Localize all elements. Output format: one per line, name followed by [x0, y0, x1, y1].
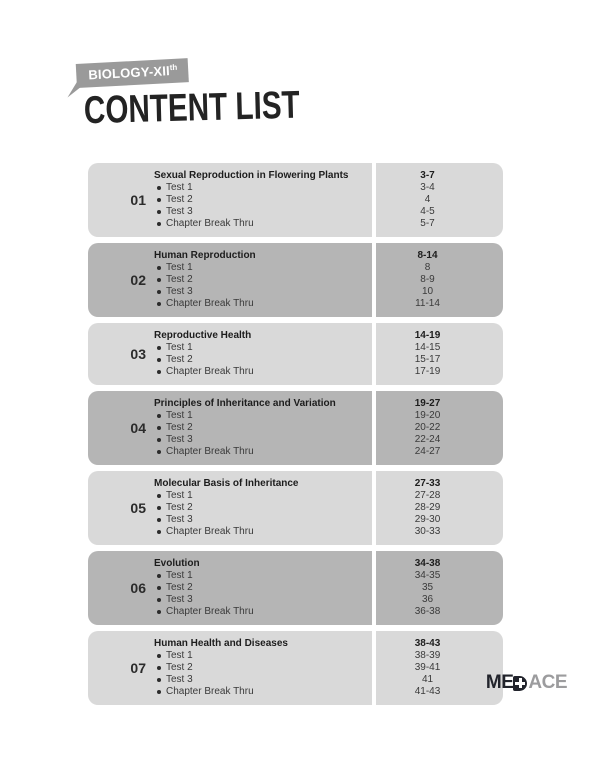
chapter-item-label: Test 2 — [154, 274, 366, 286]
chapter-item-label: Chapter Break Thru — [154, 366, 366, 378]
chapter-item-label: Chapter Break Thru — [154, 298, 366, 310]
chapter-number: 04 — [130, 420, 146, 436]
chapter-number: 01 — [130, 192, 146, 208]
item-page-range: 3-4 — [420, 182, 435, 193]
chapter-item-label: Test 1 — [154, 342, 366, 354]
chapter-content — [152, 248, 372, 312]
chapter-item-label: Test 3 — [154, 434, 366, 446]
chapter-page-range: 34-38 — [414, 558, 441, 569]
chapter-item-label: Test 3 — [154, 286, 366, 298]
chapter-items — [154, 262, 366, 310]
chapter-page-range: 8-14 — [417, 250, 438, 261]
chapter-item-label: Test 2 — [154, 194, 366, 206]
chapter-item-label: Test 1 — [154, 410, 366, 422]
chapter-item-label: Test 1 — [154, 650, 366, 662]
item-page-list — [376, 262, 479, 310]
item-page-range: 15-17 — [414, 354, 441, 365]
chapter-row — [88, 631, 503, 705]
chapter-item-label: Test 1 — [154, 570, 366, 582]
chapter-item-label: Test 2 — [154, 354, 366, 366]
logo-ace-text: ACE — [528, 672, 567, 693]
chapter-items — [154, 342, 366, 378]
item-page-list — [376, 650, 479, 698]
chapter-content — [152, 168, 372, 232]
chapter-pages-cell — [376, 391, 503, 465]
chapter-title: Molecular Basis of Inheritance — [154, 478, 299, 489]
chapter-pages-cell — [376, 323, 503, 385]
chapter-item-label: Test 3 — [154, 594, 366, 606]
subject-badge — [76, 58, 189, 88]
item-page-range: 36 — [421, 594, 434, 605]
chapter-item-label: Test 3 — [154, 514, 366, 526]
chapter-pages-cell — [376, 551, 503, 625]
chapter-item-label: Test 2 — [154, 502, 366, 514]
chapter-main-cell — [88, 391, 372, 465]
item-page-list — [376, 570, 479, 618]
chapter-row — [88, 243, 503, 317]
item-page-range: 41 — [421, 674, 434, 685]
medace-logo — [486, 672, 567, 694]
chapter-item-label: Test 1 — [154, 490, 366, 502]
chapter-pages-cell — [376, 471, 503, 545]
item-page-range: 29-30 — [414, 514, 441, 525]
item-page-range: 8 — [424, 262, 431, 273]
logo-med-text: ME — [485, 672, 514, 693]
item-page-range: 27-28 — [414, 490, 441, 501]
chapter-row — [88, 323, 503, 385]
item-page-range: 24-27 — [414, 446, 441, 457]
item-page-range: 36-38 — [414, 606, 441, 617]
item-page-range: 4-5 — [420, 206, 435, 217]
item-page-range: 19-20 — [414, 410, 441, 421]
item-page-range: 14-15 — [414, 342, 441, 353]
subject-badge-label: BIOLOGY-XII — [87, 63, 171, 83]
item-page-range: 38-39 — [414, 650, 441, 661]
chapter-items — [154, 570, 366, 618]
item-page-range: 11-14 — [415, 298, 440, 309]
chapter-main-cell — [88, 163, 372, 237]
chapter-items — [154, 650, 366, 698]
chapter-number: 05 — [130, 500, 146, 516]
item-page-range: 5-7 — [420, 218, 435, 229]
chapter-item-label: Test 3 — [154, 206, 366, 218]
chapter-number: 07 — [130, 660, 146, 676]
chapter-content — [152, 556, 372, 620]
chapter-main-cell — [88, 323, 372, 385]
page-title: CONTENT LIST — [83, 83, 301, 133]
item-page-range: 41-43 — [414, 686, 441, 697]
item-page-range: 10 — [421, 286, 434, 297]
item-page-list — [376, 490, 479, 538]
chapter-item-label: Test 2 — [154, 422, 366, 434]
chapter-content — [152, 476, 372, 540]
chapter-title: Evolution — [154, 558, 200, 569]
chapter-page-range: 3-7 — [420, 170, 435, 181]
chapter-content — [152, 328, 372, 380]
item-page-range: 4 — [424, 194, 431, 205]
item-page-range: 34-35 — [414, 570, 441, 581]
page-header — [77, 64, 361, 133]
chapter-items — [154, 182, 366, 230]
chapter-item-label: Test 2 — [154, 662, 366, 674]
chapter-items — [154, 410, 366, 458]
chapter-main-cell — [88, 551, 372, 625]
chapter-title: Principles of Inheritance and Variation — [154, 398, 336, 409]
chapter-title: Sexual Reproduction in Flowering Plants — [154, 170, 349, 181]
chapter-content — [152, 636, 372, 700]
chapter-row — [88, 163, 503, 237]
chapter-main-cell — [88, 243, 372, 317]
chapter-item-label: Chapter Break Thru — [154, 218, 366, 230]
chapter-number: 03 — [130, 346, 146, 362]
chapter-row — [88, 471, 503, 545]
item-page-range: 39-41 — [414, 662, 441, 673]
chapter-items — [154, 490, 366, 538]
item-page-range: 8-9 — [420, 274, 435, 285]
chapter-pages-cell — [376, 243, 503, 317]
item-page-range: 28-29 — [414, 502, 441, 513]
chapter-row — [88, 551, 503, 625]
chapter-item-label: Chapter Break Thru — [154, 606, 366, 618]
chapter-pages-cell — [376, 631, 503, 705]
chapter-list — [88, 163, 503, 711]
chapter-page-range: 38-43 — [414, 638, 441, 649]
chapter-title: Reproductive Health — [154, 330, 252, 341]
chapter-number: 06 — [130, 580, 146, 596]
item-page-range: 35 — [421, 582, 434, 593]
medical-cross-d-icon — [513, 676, 527, 691]
chapter-page-range: 27-33 — [414, 478, 441, 489]
chapter-page-range: 19-27 — [414, 398, 441, 409]
chapter-item-label: Test 2 — [154, 582, 366, 594]
chapter-page-range: 14-19 — [414, 330, 441, 341]
subject-badge-superscript: th — [169, 62, 178, 73]
chapter-item-label: Test 1 — [154, 182, 366, 194]
chapter-item-label: Test 3 — [154, 674, 366, 686]
chapter-title: Human Health and Diseases — [154, 638, 288, 649]
item-page-range: 30-33 — [414, 526, 441, 537]
chapter-main-cell — [88, 471, 372, 545]
chapter-item-label: Test 1 — [154, 262, 366, 274]
item-page-list — [376, 342, 479, 378]
chapter-number: 02 — [130, 272, 146, 288]
chapter-content — [152, 396, 372, 460]
chapter-item-label: Chapter Break Thru — [154, 686, 366, 698]
chapter-item-label: Chapter Break Thru — [154, 446, 366, 458]
item-page-range: 17-19 — [414, 366, 441, 377]
chapter-main-cell — [88, 631, 372, 705]
chapter-row — [88, 391, 503, 465]
chapter-title: Human Reproduction — [154, 250, 256, 261]
item-page-range: 20-22 — [414, 422, 441, 433]
chapter-item-label: Chapter Break Thru — [154, 526, 366, 538]
item-page-list — [376, 410, 479, 458]
item-page-list — [376, 182, 479, 230]
item-page-range: 22-24 — [414, 434, 441, 445]
chapter-pages-cell — [376, 163, 503, 237]
